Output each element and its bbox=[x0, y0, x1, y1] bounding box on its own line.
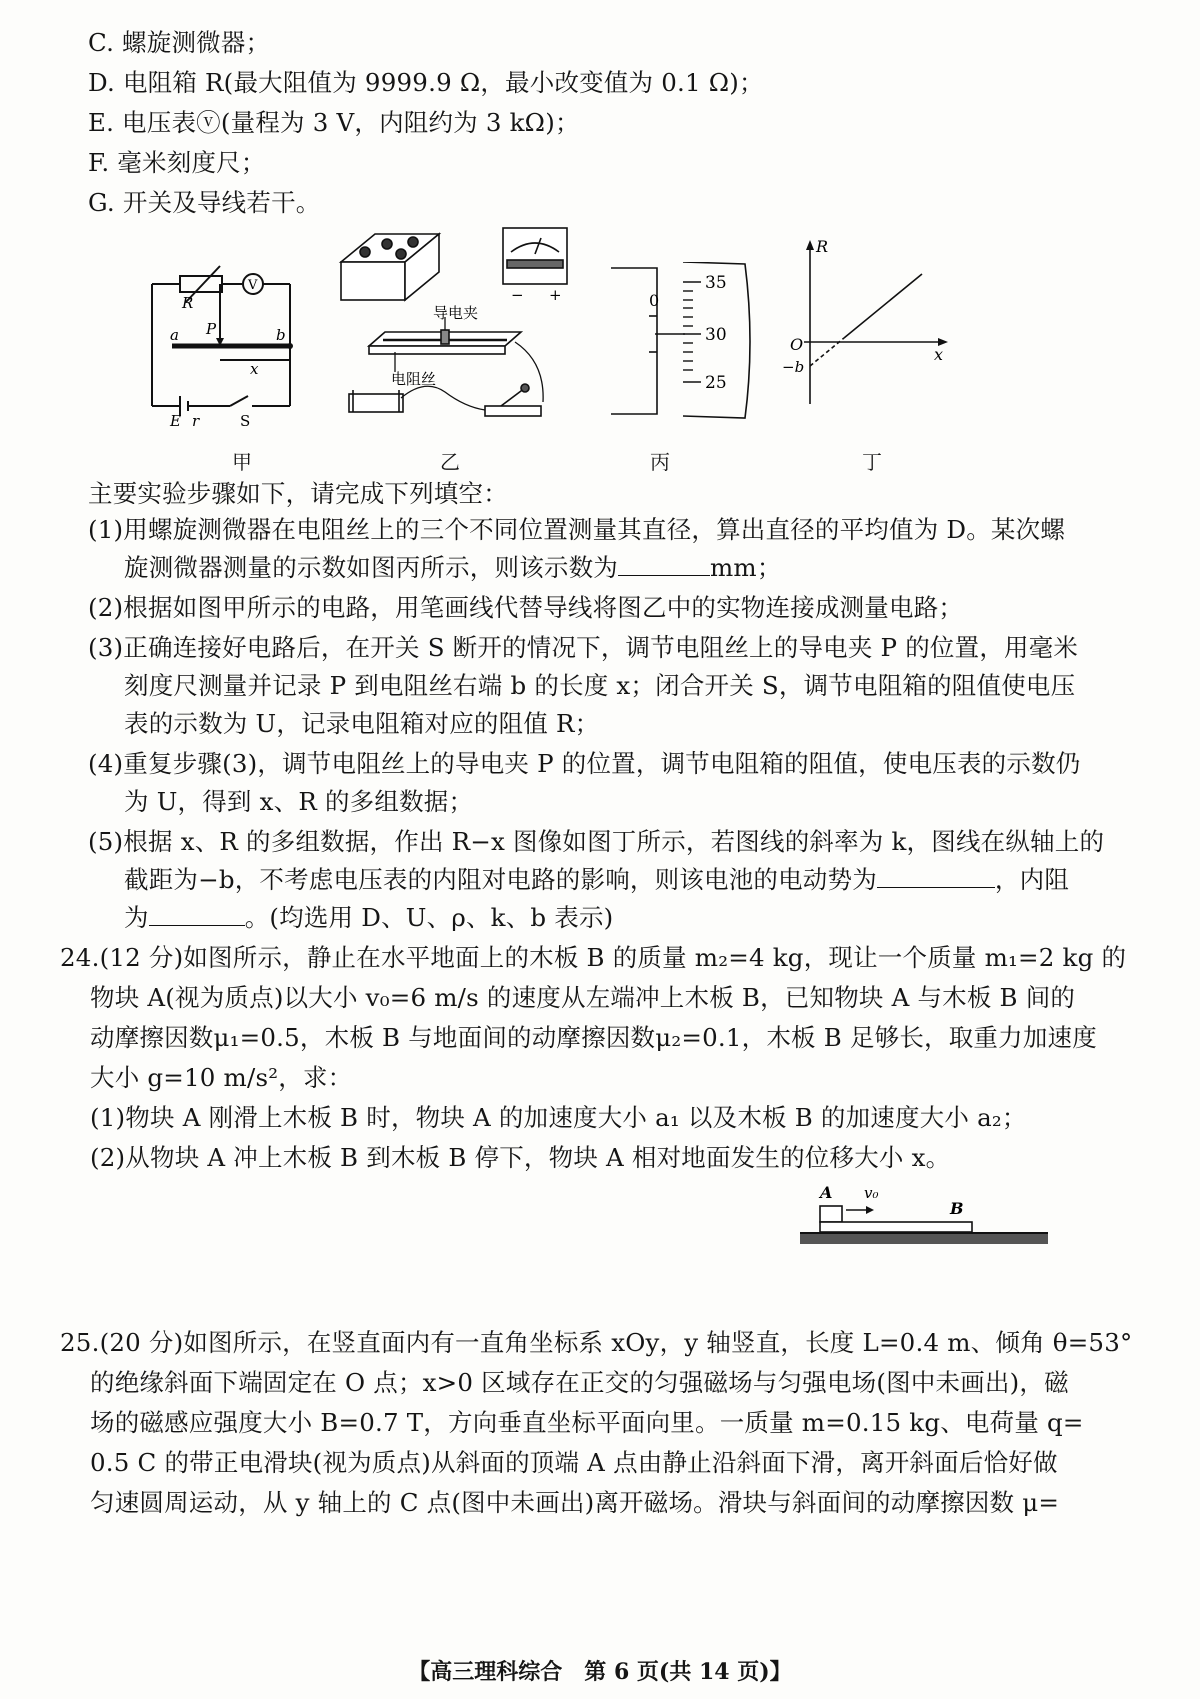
ding-axis-x: x bbox=[934, 345, 944, 364]
q23-step1-b: 旋测微器测量的示数如图丙所示，则该示数为 mm； bbox=[124, 553, 782, 582]
figure-q24-block-board bbox=[800, 1180, 1050, 1250]
figure-ding-graph bbox=[782, 238, 962, 408]
q23-intro: 主要实验步骤如下，请完成下列填空： bbox=[88, 479, 508, 508]
q24-label-v0: v₀ bbox=[864, 1184, 879, 1202]
caption-jia: 甲 bbox=[232, 450, 252, 474]
q24-label-B: B bbox=[950, 1199, 964, 1218]
equipment-f: F. 毫米刻度尺； bbox=[88, 148, 266, 177]
ding-intercept: −b bbox=[782, 358, 805, 376]
bing-tick-30: 30 bbox=[705, 325, 727, 345]
yi-label-clip: 导电夹 bbox=[433, 304, 479, 322]
q23-step1-a: (1)用螺旋测微器在电阻丝上的三个不同位置测量其直径，算出直径的平均值为 D。某次螺 bbox=[88, 515, 1066, 544]
q24-label-A: A bbox=[820, 1183, 833, 1202]
jia-label-E: E bbox=[170, 412, 181, 428]
q23-step3-a: (3)正确连接好电路后，在开关 S 断开的情况下，调节电阻丝上的导电夹 P 的位置，用毫米 bbox=[88, 633, 1079, 662]
figure-yi-apparatus bbox=[335, 222, 575, 434]
equipment-d: D. 电阻箱 R(最大阻值为 9999.9 Ω，最小改变值为 0.1 Ω)； bbox=[88, 68, 764, 97]
answer-blank-emf bbox=[877, 863, 995, 888]
yi-label-wire: 电阻丝 bbox=[391, 370, 437, 388]
q25-line-3: 场的磁感应强度大小 B=0.7 T，方向垂直坐标平面向里。一质量 m=0.15 kg、电荷量 q= bbox=[90, 1408, 1084, 1437]
q23-step3-c: 表的示数为 U，记录电阻箱对应的阻值 R； bbox=[124, 709, 600, 738]
yi-label-minus: − bbox=[511, 286, 524, 304]
q24-line-3: 动摩擦因数μ₁=0.5，木板 B 与地面间的动摩擦因数μ₂=0.1，木板 B 足够长，取重力加速度 bbox=[90, 1023, 1097, 1052]
q23-step5-b: 截距为−b，不考虑电压表的内阻对电路的影响，则该电池的电动势为 ，内阻 bbox=[124, 865, 1070, 894]
equipment-c: C. 螺旋测微器； bbox=[88, 28, 271, 57]
figure-jia-circuit bbox=[140, 258, 310, 428]
ding-axis-R: R bbox=[816, 238, 829, 256]
q25-line-1: 25.(20 分)如图所示，在竖直面内有一直角坐标系 xOy，y 轴竖直，长度 L=0.4 m、倾角 θ=53° bbox=[60, 1328, 1133, 1357]
yi-label-plus: + bbox=[549, 286, 562, 304]
q23-step4-b: 为 U，得到 x、R 的多组数据； bbox=[124, 787, 474, 816]
jia-label-r: r bbox=[192, 412, 200, 428]
jia-label-P: P bbox=[206, 320, 217, 338]
q24-line-2: 物块 A(视为质点)以大小 v₀=6 m/s 的速度从左端冲上木板 B，已知物块 A 与木板 B 间的 bbox=[90, 983, 1076, 1012]
jia-label-S: S bbox=[240, 412, 251, 428]
q24-line-1: 24.(12 分)如图所示，静止在水平地面上的木板 B 的质量 m₂=4 kg，现让一个质量 m₁=2 kg 的 bbox=[60, 943, 1127, 972]
ding-origin: O bbox=[790, 335, 804, 354]
jia-label-a: a bbox=[170, 326, 179, 344]
figure-bing-micrometer bbox=[605, 262, 765, 420]
q23-step4-a: (4)重复步骤(3)，调节电阻丝上的导电夹 P 的位置，调节电阻箱的阻值，使电压表的示数仍 bbox=[88, 749, 1081, 778]
q24-line-4: 大小 g=10 m/s²，求： bbox=[90, 1063, 353, 1092]
bing-zero: 0 bbox=[649, 291, 660, 310]
q23-step2: (2)根据如图甲所示的电路，用笔画线代替导线将图乙中的实物连接成测量电路； bbox=[88, 593, 964, 622]
jia-label-V: V bbox=[248, 278, 258, 293]
q24-line-5: (1)物块 A 刚滑上木板 B 时，物块 A 的加速度大小 a₁ 以及木板 B 的加速度大小 a₂； bbox=[90, 1103, 1027, 1132]
jia-label-b: b bbox=[276, 326, 286, 344]
jia-label-x: x bbox=[250, 360, 259, 378]
q23-step5-c: 为 。(均选用 D、U、ρ、k、b 表示) bbox=[124, 903, 614, 932]
bing-tick-25: 25 bbox=[705, 373, 727, 393]
q23-step5-a: (5)根据 x、R 的多组数据，作出 R−x 图像如图丁所示，若图线的斜率为 k，图线在纵轴上的 bbox=[88, 827, 1105, 856]
bing-tick-35: 35 bbox=[705, 273, 727, 293]
page-footer: 【高三理科综合 第 6 页(共 14 页)】 bbox=[408, 1659, 792, 1685]
q25-line-2: 的绝缘斜面下端固定在 O 点；x>0 区域存在正交的匀强磁场与匀强电场(图中未画出)，磁 bbox=[90, 1368, 1069, 1397]
q23-step3-b: 刻度尺测量并记录 P 到电阻丝右端 b 的长度 x；闭合开关 S，调节电阻箱的阻值使电压 bbox=[124, 671, 1076, 700]
caption-yi: 乙 bbox=[440, 450, 460, 474]
caption-bing: 丙 bbox=[650, 450, 670, 474]
q25-line-5: 匀速圆周运动，从 y 轴上的 C 点(图中未画出)离开磁场。滑块与斜面间的动摩擦因数 μ= bbox=[90, 1488, 1060, 1517]
equipment-g: G. 开关及导线若干。 bbox=[88, 188, 321, 217]
answer-blank-reading bbox=[618, 551, 710, 576]
caption-ding: 丁 bbox=[862, 450, 882, 474]
answer-blank-internal-resistance bbox=[149, 901, 245, 926]
jia-label-R: R bbox=[182, 294, 194, 312]
q24-line-6: (2)从物块 A 冲上木板 B 到木板 B 停下，物块 A 相对地面发生的位移大小 x。 bbox=[90, 1143, 951, 1172]
equipment-e: E. 电压表ⓥ(量程为 3 V，内阻约为 3 kΩ)； bbox=[88, 108, 580, 137]
q25-line-4: 0.5 C 的带正电滑块(视为质点)从斜面的顶端 A 点由静止沿斜面下滑，离开斜面后恰好做 bbox=[90, 1448, 1058, 1477]
